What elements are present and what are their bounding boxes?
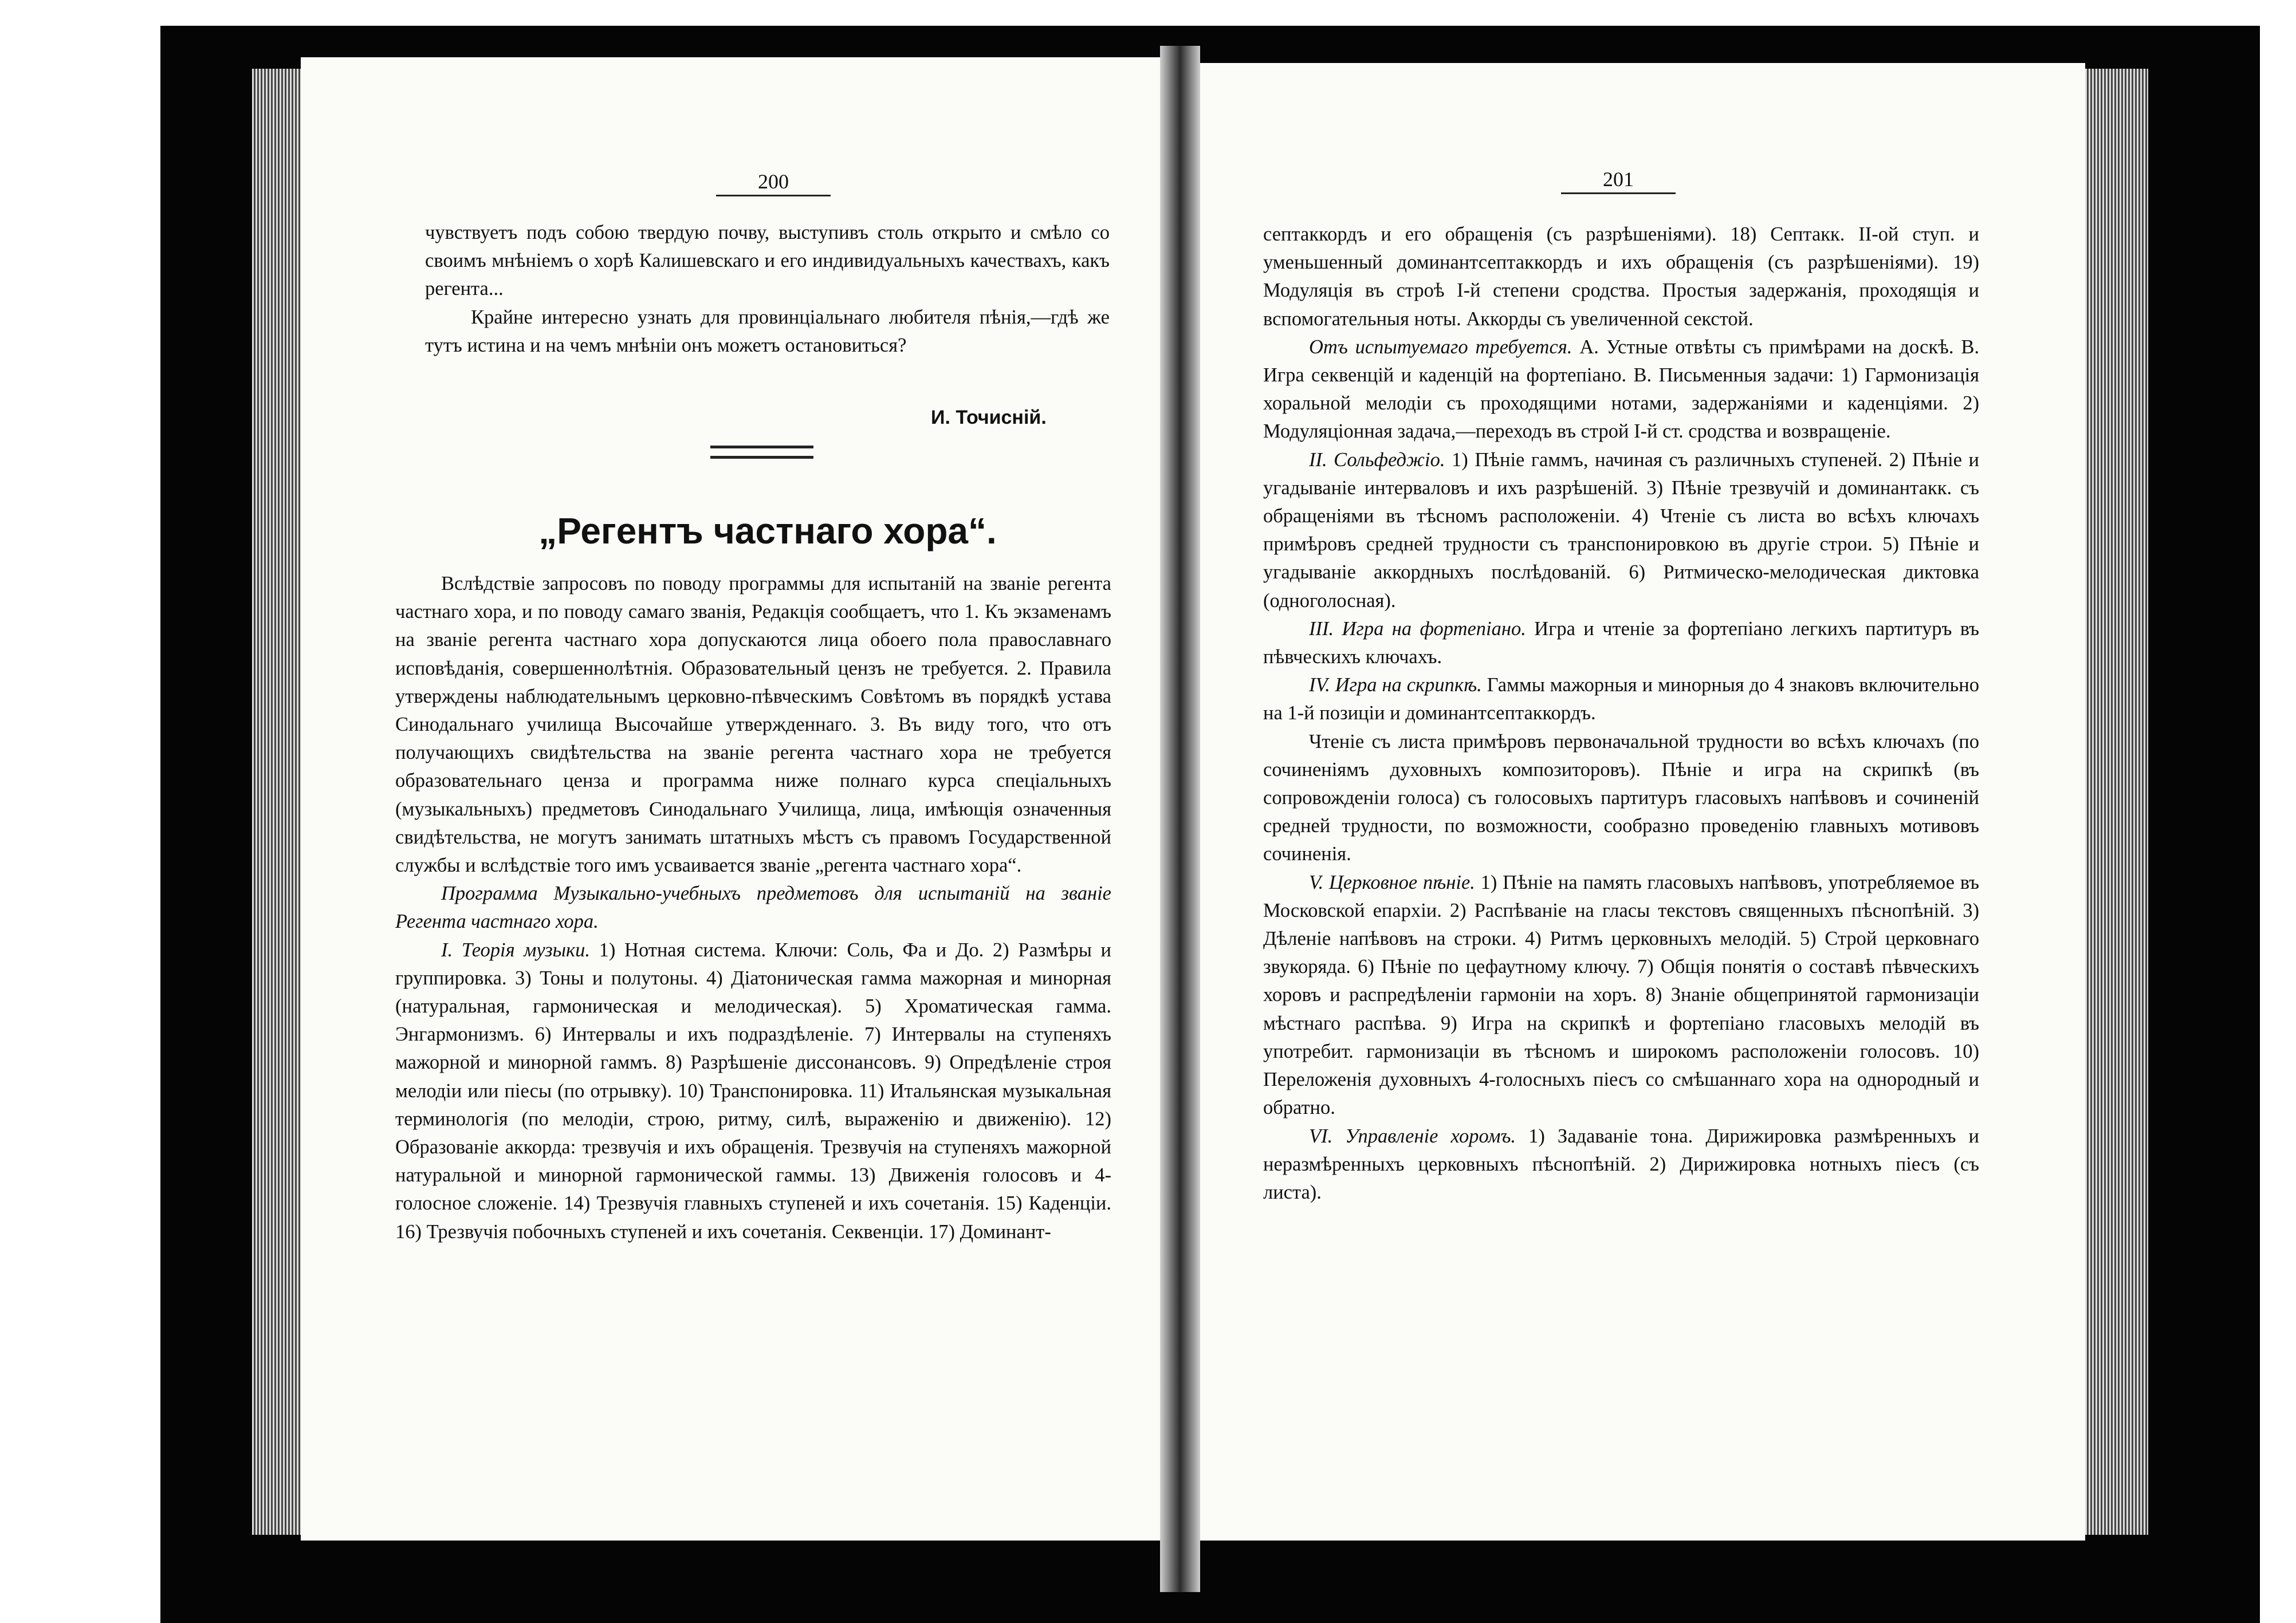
book-gutter <box>1160 46 1200 1592</box>
left-article <box>395 570 1111 1246</box>
right-page-edges <box>2085 69 2148 1535</box>
separator-rule-top <box>710 446 813 448</box>
piano-section: III. Игра на фортепіано. Игра и чтеніе за фортепіано легкихъ партитуръ въ пѣвческихъ ключахъ. <box>1263 617 1980 668</box>
right-text <box>1263 220 1979 1207</box>
article-heading: „Регентъ частнаго хора“. <box>538 510 997 551</box>
article-body: Вслѣдствіе запросовъ по поводу программы для испытаній на званіе регента частнаго хора, и по поводу самаго званія, Редакція сообщаетъ, что 1. Къ экзаменамъ на званіе регента частнаго хора допускаются лица обоего пола православнаго исповѣданія, совершеннолѣтнія. Образовательный цензъ не требуется. 2. Правила утверждены наблюдательнымъ церковно-пѣвческимъ Совѣтомъ въ порядкѣ устава Синодальнаго училища Высочайше утвержденнаго. 3. Въ виду того, что отъ получающихъ свидѣтельства на званіе регента частнаго хора не требуется образовательнаго ценза и программа ниже полнаго курса спеціальныхъ (музыкальныхъ) предметовъ Синодальнаго Училища, лица, имѣющія означенныя свидѣтельства, не могутъ занимать штатныхъ мѣстъ съ правомъ Государственной службы и вслѣдствіе того имъ усваивается званіе „регента частнаго хора“. <box>395 573 1111 877</box>
violin-section: IV. Игра на скрипкѣ. Гаммы мажорныя и минорныя до 4 знаковъ включительно на 1-й позиціи и доминантсептаккордъ. <box>1263 674 1979 724</box>
page-number-left: 200 <box>716 170 831 196</box>
choir-conducting-section: VI. Управленіе хоромъ. 1) Задаваніе тона. Дирижировка размѣренныхъ и неразмѣренныхъ церковныхъ пѣснопѣній. 2) Дирижировка нотныхъ піесъ (съ листа). <box>1263 1125 1980 1203</box>
intro-paragraph-1: чувствуетъ подъ собою твердую почву, выступивъ столь открыто и смѣло со своимъ мнѣніемъ о хорѣ Калишевскаго и его индивидуальныхъ качествахъ, какъ регента... <box>425 222 1110 300</box>
left-intro <box>425 219 1110 360</box>
right-paragraph-2: Отъ испытуемаго требуется. А. Устные отвѣты съ примѣрами на доскѣ. В. Игра секвенцій и каденцій на фортепіано. В. Письменныя задачи: 1) Гармонизація хоральной мелодіи съ проходящими нотами, задержаніями и каденціями. 2) Модуляціонная задача,—переходъ въ строй I-й ст. сродства и возвращеніе. <box>1263 336 1979 443</box>
solfeggio-section: II. Сольфеджіо. 1) Пѣніе гаммъ, начиная съ различныхъ ступеней. 2) Пѣніе и угадываніе интерваловъ и ихъ разрѣшеній. 3) Пѣніе трезвучій и доминантакк. съ обращеніями въ тѣсномъ расположеніи. 4) Чтеніе съ листа во всѣхъ ключахъ примѣровъ средней трудности съ транспонировкою въ другіе строи. 5) Пѣніе и угадываніе аккордныхъ послѣдованій. 6) Ритмическо-мелодическая диктовка (одноголосная). <box>1263 448 1979 612</box>
theory-text: 1) Нотная система. Ключи: Соль, Фа и До. 2) Размѣры и группировка. 3) Тоны и полутоны. 4) Діатоническая гамма мажорная и минорная (натуральная, гармоническая и мелодическая). 5) Хроматическая гамма. Энгармонизмъ. 6) Интервалы и ихъ подраздѣленіе. 7) Интервалы на ступеняхъ мажорной и минорной гаммъ. 8) Разрѣшеніе диссонансовъ. 9) Опредѣленіе строя мелодіи или піесы (по отрывку). 10) Транспонировка. 11) Итальянская музыкальная терминологія (по мелодіи, строю, ритму, силѣ, выраженію и движенію). 12) Образованіе аккорда: трезвучія и ихъ обращенія. Трезвучія на ступеняхъ мажорной натуральной и минорной гармонической гаммы. 13) Движенія голосовъ и 4-голосное сложеніе. 14) Трезвучія главныхъ ступеней и ихъ сочетанія. 15) Каденціи. 16) Трезвучія побочныхъ ступеней и ихъ сочетанія. Секвенціи. 17) Доминант- <box>395 939 1111 1243</box>
theory-section <box>395 936 1111 1246</box>
left-page-edges <box>252 69 301 1535</box>
intro-paragraph-2: Крайне интересно узнать для провинціальнаго любителя пѣнія,—гдѣ же тутъ истина и на чемъ мнѣніи онъ можетъ остановиться? <box>425 306 1110 356</box>
separator-rule-bottom <box>710 456 813 459</box>
right-paragraph-1: септаккордъ и его обращенія (съ разрѣшеніями). 18) Септакк. II-ой ступ. и уменьшенный доминантсептаккордъ и ихъ обращенія (съ разрѣшеніями). 19) Модуляція въ строѣ I-й степени сродства. Простыя задержанія, проходящія и вспомогательныя ноты. Аккорды съ увеличенной секстой. <box>1263 223 1979 330</box>
page-number-right: 201 <box>1561 167 1676 194</box>
violin-reading: Чтеніе съ листа примѣровъ первоначальной трудности во всѣхъ ключахъ (по сочиненіямъ духовныхъ композиторовъ). Пѣніе и игра на скрипкѣ (въ сопровожденіи голоса) съ голосовыхъ партитуръ гласовыхъ напѣвовъ и сочиненій средней трудности, по возможности, сообразно проведенію главныхъ мотивовъ сочиненія. <box>1263 730 1979 865</box>
church-singing-section: V. Церковное пѣніе. 1) Пѣніе на память гласовыхъ напѣвовъ, употребляемое въ Московской епархіи. 2) Распѣваніе на гласы текстовъ священныхъ пѣснопѣній. 3) Дѣленіе напѣвовъ на строки. 4) Ритмъ церковныхъ мелодій. 5) Строй церковнаго звукоряда. 6) Пѣніе по цефаутному ключу. 7) Общія понятія о составѣ пѣвческихъ хоровъ и распредѣленіи гармоніи на хоръ. 8) Знаніе общепринятой гармонизаціи мѣстнаго распѣва. 9) Игра на скрипкѣ и фортепіано гласовыхъ мелодій въ употребит. гармонизаціи въ тѣсномъ и широкомъ расположеніи голосовъ. 10) Переложенія духовныхъ 4-голосныхъ піесъ со смѣшаннаго хора на однородный и обратно. <box>1263 871 1980 1119</box>
program-title: Программа Музыкально-учебныхъ предметовъ для испытаній на званіе Регента частнаго хора. <box>395 883 1111 933</box>
signature: И. Точисній. <box>931 407 1047 428</box>
theory-label: I. Теорія музыки. <box>441 939 591 961</box>
